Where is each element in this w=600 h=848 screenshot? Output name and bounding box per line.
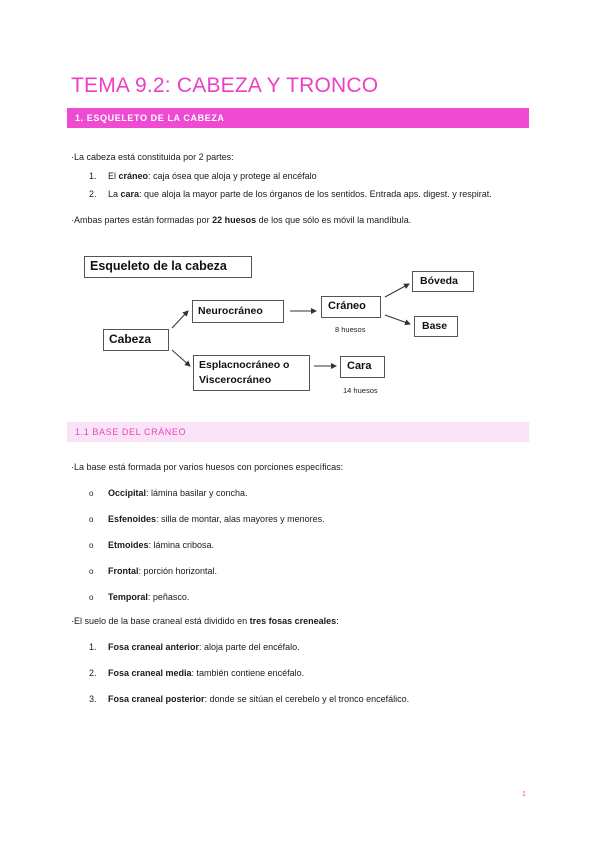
- list-text: El: [108, 171, 119, 181]
- fosas-intro-paragraph: [71, 615, 339, 627]
- bone-item-temporal: [89, 591, 189, 604]
- fosa-item-posterior: [89, 693, 409, 705]
- bone-item-etmoides: [89, 539, 214, 552]
- arrow-craneo-base: [385, 315, 410, 324]
- fosa-description: : también contiene encéfalo.: [191, 668, 305, 678]
- section-heading-esqueleto: 1. ESQUELETO DE LA CABEZA: [67, 108, 529, 128]
- list-item-cara: [89, 188, 492, 200]
- bone-description: : silla de montar, alas mayores y menores.: [156, 514, 325, 524]
- bone-item-esfenoides: [89, 513, 325, 526]
- list-text: La: [108, 189, 121, 199]
- fosa-item-media: [89, 667, 304, 679]
- esplacnocraneo-box: [193, 355, 310, 391]
- list-number: 1.: [89, 171, 97, 181]
- bone-description: : porción horizontal.: [138, 566, 218, 576]
- page-number: 1: [522, 791, 526, 798]
- bones-paragraph: [71, 214, 411, 226]
- list-number: 2.: [89, 668, 97, 678]
- list-number: 3.: [89, 694, 97, 704]
- fosa-name: Fosa craneal posterior: [108, 694, 205, 704]
- list-number: 2.: [89, 189, 97, 199]
- fosa-description: : donde se sitúan el cerebelo y el tronco encefálico.: [204, 694, 410, 704]
- list-text: : caja ósea que aloja y protege al encéfalo: [148, 171, 317, 181]
- bone-description: : lámina cribosa.: [148, 540, 215, 550]
- arrow-cabeza-neuro: [172, 311, 188, 328]
- list-number: 1.: [89, 642, 97, 652]
- paragraph-text: ·Ambas partes están formadas por: [71, 215, 213, 225]
- bone-name: Frontal: [108, 566, 139, 576]
- craneo-caption: 8 huesos: [335, 325, 366, 334]
- page-title: TEMA 9.2: CABEZA Y TRONCO: [71, 74, 379, 97]
- fosa-description: : aloja parte del encéfalo.: [199, 642, 300, 652]
- fosa-item-anterior: [89, 641, 300, 653]
- bone-description: : lámina basilar y concha.: [146, 488, 248, 498]
- diagram-title-box: Esqueleto de la cabeza: [84, 256, 252, 278]
- fosa-name: Fosa craneal media: [108, 668, 192, 678]
- arrow-cabeza-esplacno: [172, 350, 190, 366]
- list-bold: cráneo: [118, 171, 149, 181]
- esplacnocraneo-line-2: Viscerocráneo: [199, 374, 272, 386]
- bone-name: Temporal: [108, 592, 148, 602]
- bone-item-frontal: [89, 565, 217, 578]
- bullet-icon: o: [89, 541, 94, 550]
- boveda-box: Bóveda: [412, 271, 474, 292]
- bullet-icon: o: [89, 593, 94, 602]
- list-bold: cara: [120, 189, 140, 199]
- arrow-craneo-boveda: [385, 284, 409, 297]
- paragraph-text: ·El suelo de la base craneal está dividido en: [71, 616, 250, 626]
- base-box: Base: [414, 316, 458, 337]
- fosa-name: Fosa craneal anterior: [108, 642, 200, 652]
- bone-item-occipital: [89, 487, 248, 500]
- base-intro-paragraph: ·La base está formada por varios huesos con porciones específicas:: [71, 462, 344, 472]
- bone-name: Etmoides: [108, 540, 149, 550]
- bone-description: : peñasco.: [147, 592, 190, 602]
- intro-paragraph: ·La cabeza está constituida por 2 partes:: [71, 152, 234, 162]
- paragraph-bold: 22 huesos: [212, 215, 257, 225]
- bone-name: Esfenoides: [108, 514, 157, 524]
- paragraph-text: :: [336, 616, 339, 626]
- bullet-icon: o: [89, 489, 94, 498]
- cara-box: Cara: [340, 356, 385, 378]
- bullet-icon: o: [89, 567, 94, 576]
- neurocraneo-box: Neurocráneo: [192, 300, 284, 323]
- esplacnocraneo-line-1: Esplacnocráneo o: [199, 359, 290, 371]
- paragraph-text: de los que sólo es móvil la mandíbula.: [256, 215, 412, 225]
- bone-name: Occipital: [108, 488, 147, 498]
- paragraph-bold: tres fosas creneales: [249, 616, 337, 626]
- section-heading-base-craneo: 1.1 BASE DEL CRÁNEO: [67, 422, 529, 442]
- bullet-icon: o: [89, 515, 94, 524]
- list-item-craneo: [89, 170, 317, 182]
- cara-caption: 14 huesos: [343, 386, 378, 395]
- list-text: : que aloja la mayor parte de los órganos de los sentidos. Entrada aps. digest. y respirat.: [139, 189, 492, 199]
- cabeza-box: Cabeza: [103, 329, 169, 351]
- craneo-box: Cráneo: [321, 296, 381, 318]
